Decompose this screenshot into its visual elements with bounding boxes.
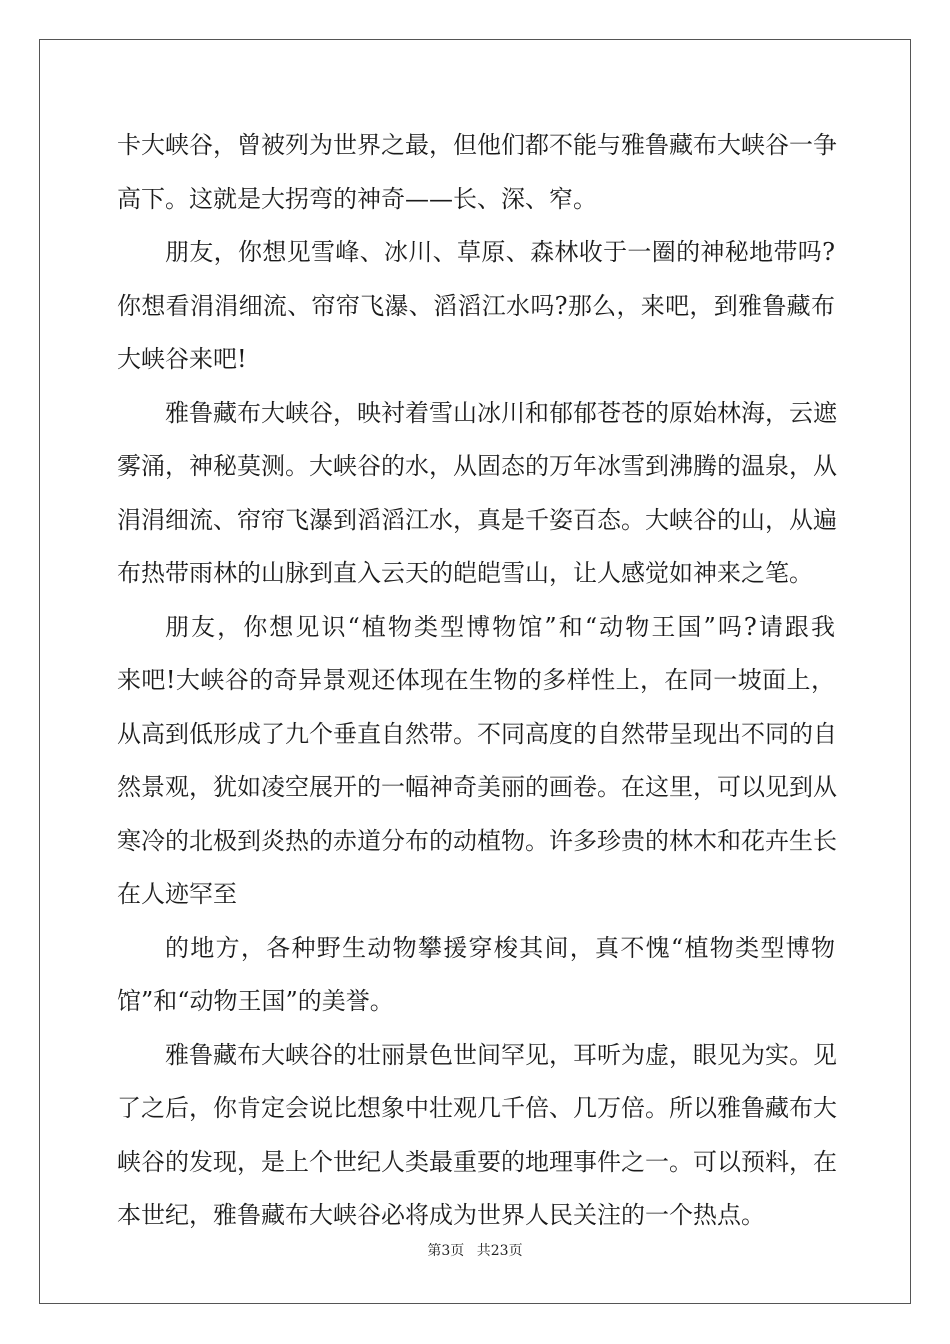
page-total: 共23页 [476,1243,523,1259]
text-line: 高下。这就是大拐弯的神奇——长、深、窄。 [117,184,597,213]
text-line: 雅鲁藏布大峡谷，映衬着雪山冰川和郁郁苍苍的原始林海，云遮 [165,398,837,427]
text-line: 雾涌，神秘莫测。大峡谷的水，从固态的万年冰雪到沸腾的温泉，从 [117,452,837,480]
text-line: 峡谷的发现，是上个世纪人类最重要的地理事件之一。可以预料，在 [117,1147,837,1176]
text-line: 来吧!大峡谷的奇异景观还体现在生物的多样性上，在同一坡面上， [117,666,835,694]
text-line: 涓涓细流、帘帘飞瀑到滔滔江水，真是千姿百态。大峡谷的山，从遍 [117,505,837,534]
text-line: 朋友，你想见识“植物类型博物馆”和“动物王国”吗?请跟我 [165,612,835,641]
text-line: 从高到低形成了九个垂直自然带。不同高度的自然带呈现出不同的自 [117,719,837,748]
text-line: 布热带雨林的山脉到直入云天的皑皑雪山，让人感觉如神来之笔。 [117,559,813,587]
text-line: 本世纪，雅鲁藏布大峡谷必将成为世界人民关注的一个热点。 [117,1201,765,1229]
text-line: 了之后，你肯定会说比想象中壮观几千倍、几万倍。所以雅鲁藏布大 [117,1094,837,1122]
text-line: 馆”和“动物王国”的美誉。 [117,987,394,1015]
text-line: 朋友，你想见雪峰、冰川、草原、森林收于一圈的神秘地带吗? [165,238,835,266]
page-number: 第3页 [427,1243,465,1259]
page-footer [0,1240,950,1260]
text-line: 寒冷的北极到炎热的赤道分布的动植物。许多珍贵的林木和花卉生长 [117,826,837,855]
text-line: 雅鲁藏布大峡谷的壮丽景色世间罕见，耳听为虚，眼见为实。见 [165,1040,837,1069]
text-line: 的地方，各种野生动物攀援穿梭其间，真不愧“植物类型博物 [165,933,835,962]
text-line: 你想看涓涓细流、帘帘飞瀑、滔滔江水吗?那么，来吧，到雅鲁藏布 [117,291,835,320]
text-line: 大峡谷来吧! [117,345,247,373]
text-line: 卡大峡谷，曾被列为世界之最，但他们都不能与雅鲁藏布大峡谷一争 [117,131,837,159]
text-line: 然景观，犹如凌空展开的一幅神奇美丽的画卷。在这里，可以见到从 [117,773,837,801]
text-line: 在人迹罕至 [117,880,237,908]
document-body [117,125,835,1249]
